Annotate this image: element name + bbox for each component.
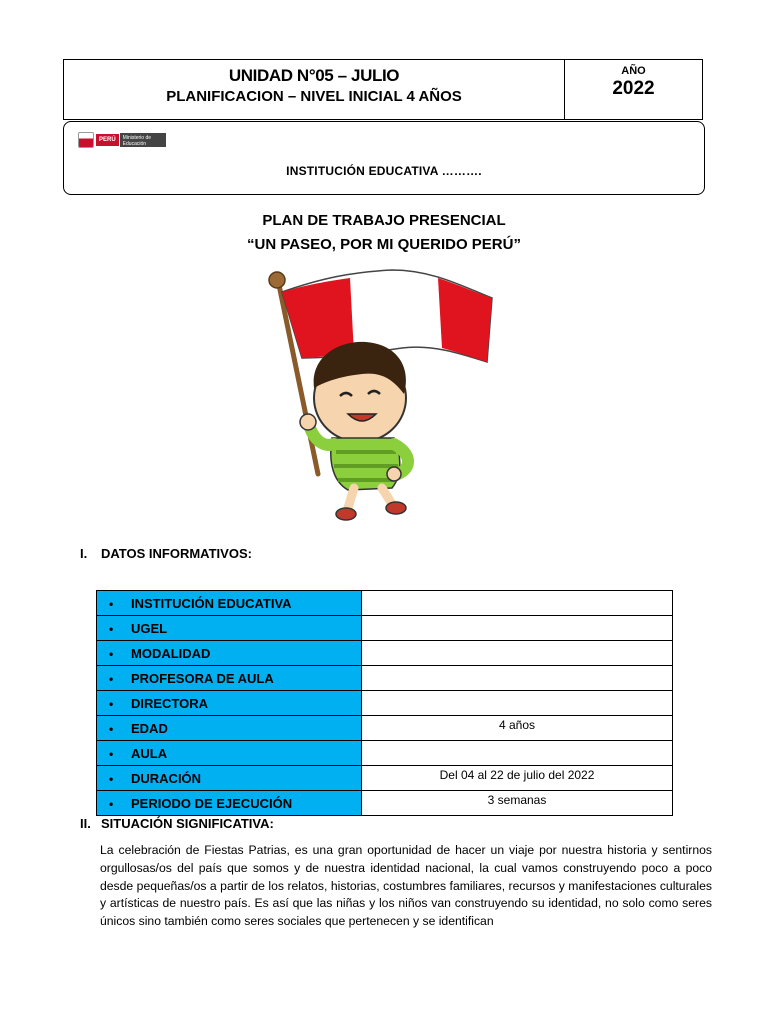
institution-label: INSTITUCIÓN EDUCATIVA ………. (286, 164, 482, 178)
table-value: 4 años (362, 716, 673, 741)
table-value: 3 semanas (362, 791, 673, 816)
table-label-cell (97, 666, 362, 691)
table-label: PERIODO DE EJECUCIÓN (131, 795, 293, 811)
table-label-cell (97, 591, 362, 616)
bullet-icon: • (109, 746, 114, 761)
unit-header-year-cell (565, 60, 702, 119)
bullet-icon: • (109, 771, 114, 786)
table-row (97, 616, 673, 641)
section-number: I. (80, 546, 88, 561)
section-heading-2 (80, 816, 274, 831)
year-label: AÑO (621, 65, 646, 77)
table-label: DURACIÓN (131, 770, 202, 786)
plan-title: PLAN DE TRABAJO PRESENCIAL (262, 212, 506, 229)
table-label-cell (97, 791, 362, 816)
table-row (97, 741, 673, 766)
table-label-cell (97, 766, 362, 791)
table-label: UGEL (131, 620, 168, 636)
child-with-peru-flag-icon (262, 268, 502, 524)
institution-box (63, 121, 705, 195)
bullet-icon: • (109, 596, 114, 611)
bullet-icon: • (109, 671, 114, 686)
table-value: Del 04 al 22 de julio del 2022 (362, 766, 673, 791)
table-label: AULA (131, 745, 168, 761)
bullet-icon: • (109, 721, 114, 736)
table-label-cell (97, 691, 362, 716)
table-row (97, 791, 673, 816)
table-value (362, 641, 673, 666)
table-label: MODALIDAD (131, 645, 211, 661)
table-row (97, 666, 673, 691)
table-row (97, 766, 673, 791)
section-title: DATOS INFORMATIVOS: (101, 546, 252, 561)
plan-subtitle: PLANIFICACION – NIVEL INICIAL 4 AÑOS (166, 88, 462, 105)
section-number: II. (80, 816, 91, 831)
unit-header-title-cell (64, 60, 565, 119)
table-row (97, 641, 673, 666)
plan-subtitle-quote: “UN PASEO, POR MI QUERIDO PERÚ” (247, 236, 521, 253)
table-label: PROFESORA DE AULA (131, 670, 274, 686)
unit-header (63, 59, 703, 120)
table-label: DIRECTORA (131, 695, 209, 711)
table-value (362, 591, 673, 616)
logo-peru-text: PERÚ (96, 134, 119, 146)
bullet-icon: • (109, 696, 114, 711)
table-row (97, 591, 673, 616)
section-heading-1 (80, 546, 252, 561)
table-row (97, 716, 673, 741)
bullet-icon: • (109, 646, 114, 661)
table-label-cell (97, 641, 362, 666)
bullet-icon: • (109, 621, 114, 636)
table-row (97, 691, 673, 716)
table-label-cell (97, 616, 362, 641)
table-label: EDAD (131, 720, 168, 736)
significant-situation-paragraph: La celebración de Fiestas Patrias, es una gran oportunidad de hacer un viaje por nuestra historia y sentirnos orgullosas/os del país que somos y de nuestra identidad nacional, la cual vamos construyendo poco a poco desde pequeñas/os a partir de los relatos, historias, costumbres familiares, recursos y manifestaciones culturales y artísticas de nuestro país. Es así que las niñas y los niños van construyendo su identidad, no solo como seres únicos sino también como seres sociales que pertenecen y se identifican (100, 843, 712, 929)
logo-ministry-text: Ministerio de Educación (120, 133, 166, 147)
bullet-icon: • (109, 796, 114, 811)
ministry-logo (78, 131, 166, 149)
table-value (362, 666, 673, 691)
table-label-cell (97, 741, 362, 766)
peru-shield-icon (78, 132, 94, 148)
unit-title: UNIDAD N°05 – JULIO (228, 66, 400, 85)
table-value (362, 741, 673, 766)
table-value (362, 616, 673, 641)
data-table (96, 590, 673, 816)
section-title: SITUACIÓN SIGNIFICATIVA: (101, 816, 274, 831)
table-label-cell (97, 716, 362, 741)
year-value: 2022 (612, 78, 655, 99)
table-label: INSTITUCIÓN EDUCATIVA (131, 595, 292, 611)
table-value (362, 691, 673, 716)
